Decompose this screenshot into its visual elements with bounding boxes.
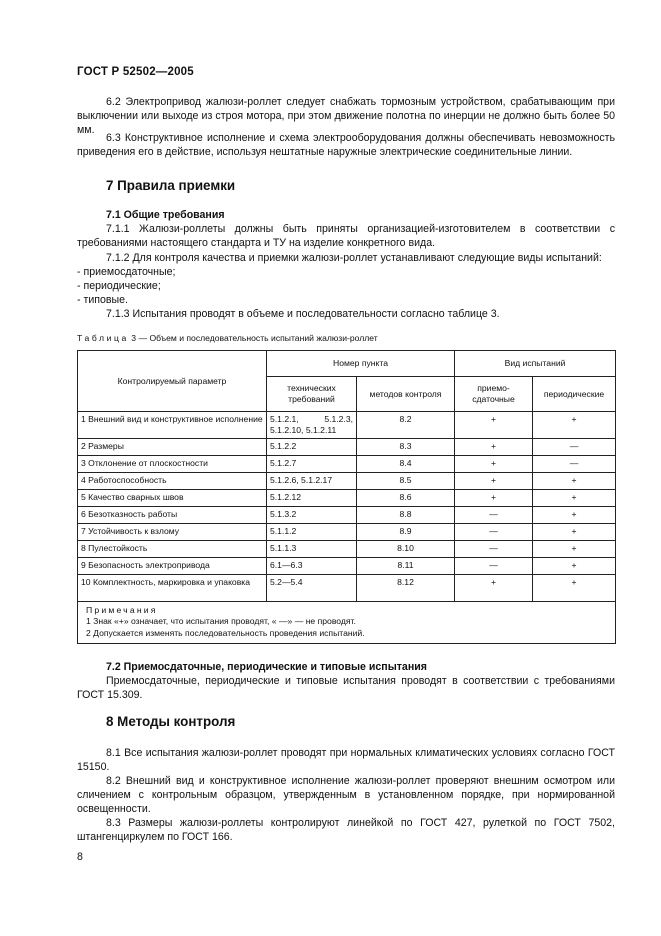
cell-period: + [533,412,616,439]
cell-method: 8.8 [357,507,455,524]
cell-method: 8.2 [357,412,455,439]
paragraph-6-2: 6.2 Электропривод жалюзи-роллет следует снабжать тормозным устройством, срабатывающим при выключении или выходе из строя мотора, при этом движение полотна по инерции не должно быть более 50 мм. [77,96,615,137]
paragraph-7-1-1: 7.1.1 Жалюзи-роллеты должны быть приняты организацией-изготовителем в соответствии с требованиями настоящего стандарта и ТУ на изделие конкретного вида. [77,223,615,250]
header-tech: технических требований [267,377,357,412]
cell-method: 8.4 [357,456,455,473]
cell-accept: + [455,490,533,507]
header-period: периодические [533,377,616,412]
page-number: 8 [77,851,83,863]
cell-tech: 5.1.2.6, 5.1.2.17 [267,473,357,490]
cell-param: 1 Внешний вид и конструктивное исполнение [78,412,267,439]
header-accept: приемо-сдаточные [455,377,533,412]
cell-param: 7 Устойчивость к взлому [78,524,267,541]
header-method: методов контроля [357,377,455,412]
cell-param: 2 Размеры [78,439,267,456]
cell-tech: 5.1.2.12 [267,490,357,507]
section-8-title: 8 Методы контроля [106,714,236,729]
cell-method: 8.12 [357,575,455,602]
document-header: ГОСТ Р 52502—2005 [77,66,194,78]
table-row [78,439,616,456]
cell-param: 5 Качество сварных швов [78,490,267,507]
cell-param: 8 Пулестойкость [78,541,267,558]
cell-tech: 5.1.2.7 [267,456,357,473]
table-caption-text: 3 — Объем и последовательность испытаний жалюзи-роллет [128,333,378,343]
cell-accept: + [455,456,533,473]
cell-method: 8.5 [357,473,455,490]
table-row [78,558,616,575]
section-7-title: 7 Правила приемки [106,178,236,193]
paragraph-6-3: 6.3 Конструктивное исполнение и схема электрооборудования должны обеспечивать невозможность приведения его в действие, используя нештатные наружные электрические соединительные линии. [77,132,615,159]
list-item: - приемосдаточные; [77,266,176,278]
cell-tech: 5.1.1.2 [267,524,357,541]
list-item: - типовые. [77,294,128,306]
header-point: Номер пункта [267,351,455,377]
table-notes-row [78,602,616,644]
cell-method: 8.9 [357,524,455,541]
cell-accept: — [455,541,533,558]
cell-param: 3 Отклонение от плоскостности [78,456,267,473]
table-caption-label: Таблица [77,333,129,343]
paragraph-7-1-3: 7.1.3 Испытания проводят в объеме и последовательности согласно таблице 3. [106,308,500,320]
cell-tech: 6.1—6.3 [267,558,357,575]
subsection-7-2-title: 7.2 Приемосдаточные, периодические и типовые испытания [106,661,427,673]
table-row [78,524,616,541]
cell-period: + [533,541,616,558]
table-notes [78,602,616,644]
cell-method: 8.11 [357,558,455,575]
cell-tech: 5.1.1.3 [267,541,357,558]
cell-period: — [533,456,616,473]
cell-accept: + [455,412,533,439]
paragraph-7-1-2: 7.1.2 Для контроля качества и приемки жалюзи-роллет устанавливают следующие виды испытаний: [106,252,602,264]
cell-param: 9 Безопасность электропривода [78,558,267,575]
notes-title: Примечания [86,605,158,615]
cell-param: 6 Безотказность работы [78,507,267,524]
paragraph-7-2: Приемосдаточные, периодические и типовые испытания проводят в соответствии с требованиями ГОСТ 15.309. [77,675,615,702]
note-2: 2 Допускается изменять последовательность проведения испытаний. [86,627,365,638]
cell-param: 10 Комплектность, маркировка и упаковка [78,575,267,602]
cell-accept: + [455,575,533,602]
cell-accept: + [455,439,533,456]
paragraph-8-1: 8.1 Все испытания жалюзи-роллет проводят при нормальных климатических условиях согласно ГОСТ 15150. [77,747,615,774]
cell-period: + [533,473,616,490]
cell-method: 8.10 [357,541,455,558]
cell-period: — [533,439,616,456]
cell-method: 8.3 [357,439,455,456]
cell-period: + [533,490,616,507]
cell-accept: — [455,524,533,541]
cell-accept: — [455,558,533,575]
note-1: 1 Знак «+» означает, что испытания проводят, « —» — не проводят. [86,616,356,627]
cell-param: 4 Работоспособность [78,473,267,490]
header-kind: Вид испытаний [455,351,616,377]
cell-accept: + [455,473,533,490]
cell-period: + [533,507,616,524]
cell-accept: — [455,507,533,524]
cell-tech: 5.2—5.4 [267,575,357,602]
table-row [78,473,616,490]
paragraph-8-2: 8.2 Внешний вид и конструктивное исполнение жалюзи-роллет проверяют внешним осмотром или сличением с контрольным образцом, утвержденным в установленном порядке, при нормированной освещенности. [77,775,615,816]
table-row [78,507,616,524]
cell-tech: 5.1.3.2 [267,507,357,524]
subsection-7-1-title: 7.1 Общие требования [106,209,225,221]
paragraph-8-3: 8.3 Размеры жалюзи-роллеты контролируют линейкой по ГОСТ 427, рулеткой по ГОСТ 7502, штангенциркулем по ГОСТ 166. [77,817,615,844]
header-param: Контролируемый параметр [78,351,267,412]
table-caption [77,333,378,343]
table-row [78,412,616,439]
cell-method: 8.6 [357,490,455,507]
table-row [78,490,616,507]
table-row [78,541,616,558]
cell-tech: 5.1.2.1, 5.1.2.3, 5.1.2.10, 5.1.2.11 [267,412,357,439]
table-row [78,575,616,602]
cell-tech: 5.1.2.2 [267,439,357,456]
list-item: - периодические; [77,280,161,292]
cell-period: + [533,575,616,602]
tests-table [77,350,616,644]
table-row [78,456,616,473]
cell-period: + [533,524,616,541]
cell-period: + [533,558,616,575]
